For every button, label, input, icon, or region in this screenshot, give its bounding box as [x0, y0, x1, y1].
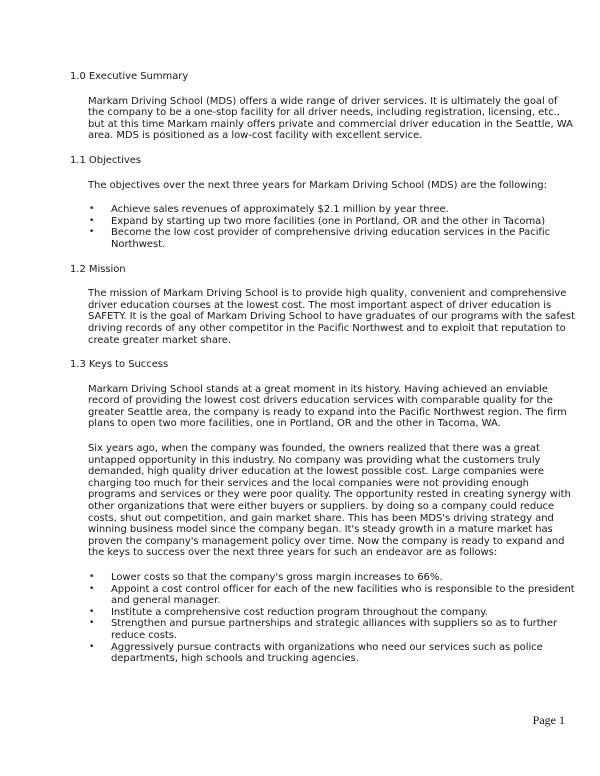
keys-to-success-bullet-list	[88, 572, 575, 665]
list-item	[88, 216, 575, 228]
list-item	[88, 607, 575, 619]
section-heading-objectives: 1.1 Objectives	[70, 154, 142, 166]
bullet-icon: •	[89, 215, 95, 226]
section-heading-executive-summary: 1.0 Executive Summary	[70, 71, 189, 82]
bullet-icon: •	[89, 583, 95, 594]
bullet-icon: •	[89, 227, 95, 238]
list-item-text: Achieve sales revenues of approximately $2.1 million by year three.	[111, 204, 449, 216]
objectives-bullet-list	[88, 204, 575, 250]
list-item	[88, 584, 575, 607]
bullet-icon: •	[89, 606, 95, 617]
list-item	[88, 642, 575, 665]
page-number: Page 1	[532, 713, 565, 727]
list-item-text: Institute a comprehensive cost reduction program throughout the company.	[111, 606, 488, 618]
bullet-icon: •	[89, 641, 95, 652]
list-item	[88, 227, 575, 250]
list-item-text: Expand by starting up two more facilities (one in Portland, OR and the other in Tacoma)	[111, 215, 546, 227]
section-heading-mission: 1.2 Mission	[70, 263, 126, 275]
objectives-intro-paragraph: The objectives over the next three years for Markam Driving School (MDS) are the following:	[88, 179, 547, 191]
list-item-text: Aggressively pursue contracts with organizations who need our services such as police departments, high schools and trucking agencies.	[111, 641, 543, 665]
document-body	[70, 71, 575, 678]
list-item-text: Lower costs so that the company's gross margin increases to 66%.	[111, 572, 443, 583]
bullet-icon: •	[89, 572, 95, 582]
mission-paragraph: The mission of Markam Driving School is to provide high quality, convenient and comprehensive driver education courses at the lowest cost. The most important aspect of driver education is SAFETY. It is the goal of Markam Driving School to have graduates of our programs with the safest driving records of any other competitor in the Pacific Northwest and to exploit that reputation to create greater market share.	[88, 288, 575, 346]
bullet-icon: •	[89, 618, 95, 629]
executive-summary-paragraph: Markam Driving School (MDS) offers a wide range of driver services. It is ultimately the goal of the company to be a one-stop facility for all driver needs, including registration, licensing, etc., but at this time Markam mainly offers private and commercial driver education in the Seattle, WA area. MDS is positioned as a low-cost facility with excellent service.	[88, 95, 573, 142]
list-item-text: Become the low cost provider of comprehensive driving education services in the Pacific Northwest.	[111, 227, 551, 250]
list-item	[88, 618, 575, 641]
keys-to-success-paragraph-2: Six years ago, when the company was founded, the owners realized that there was a great untapped opportunity in this industry. No company was providing what the customers truly demanded, high quality driver education at the lowest possible cost. Large companies were charging too much for their services and the local companies were not providing enough programs and services or they were poor quality. The opportunity rested in creating synergy with other organizations that were either buyers or suppliers. by doing so a company could reduce costs, shut out competition, and gain market share. This has been MDS's driving strategy and winning business model since the company began. It's steady growth in a mature market has proven the company's management policy over time. Now the company is ready to expand and the keys to success over the next three years for such an endeavor are as follows:	[88, 443, 571, 559]
bullet-icon: •	[89, 204, 95, 215]
list-item-text: Strengthen and pursue partnerships and strategic alliances with suppliers so as to further reduce costs.	[111, 618, 558, 641]
section-heading-keys-to-success: 1.3 Keys to Success	[70, 359, 169, 371]
keys-to-success-paragraph-1: Markam Driving School stands at a great moment in its history. Having achieved an enviable record of providing the lowest cost drivers education services with comparable quality for the greater Seattle area, the company is ready to expand into the Pacific Northwest region. The firm plans to open two more facilities, one in Portland, OR and the other in Tacoma, WA.	[88, 383, 567, 430]
list-item	[88, 572, 575, 584]
list-item	[88, 204, 575, 216]
list-item-text: Appoint a cost control officer for each of the new facilities who is responsible to the president and general manager.	[111, 583, 575, 607]
